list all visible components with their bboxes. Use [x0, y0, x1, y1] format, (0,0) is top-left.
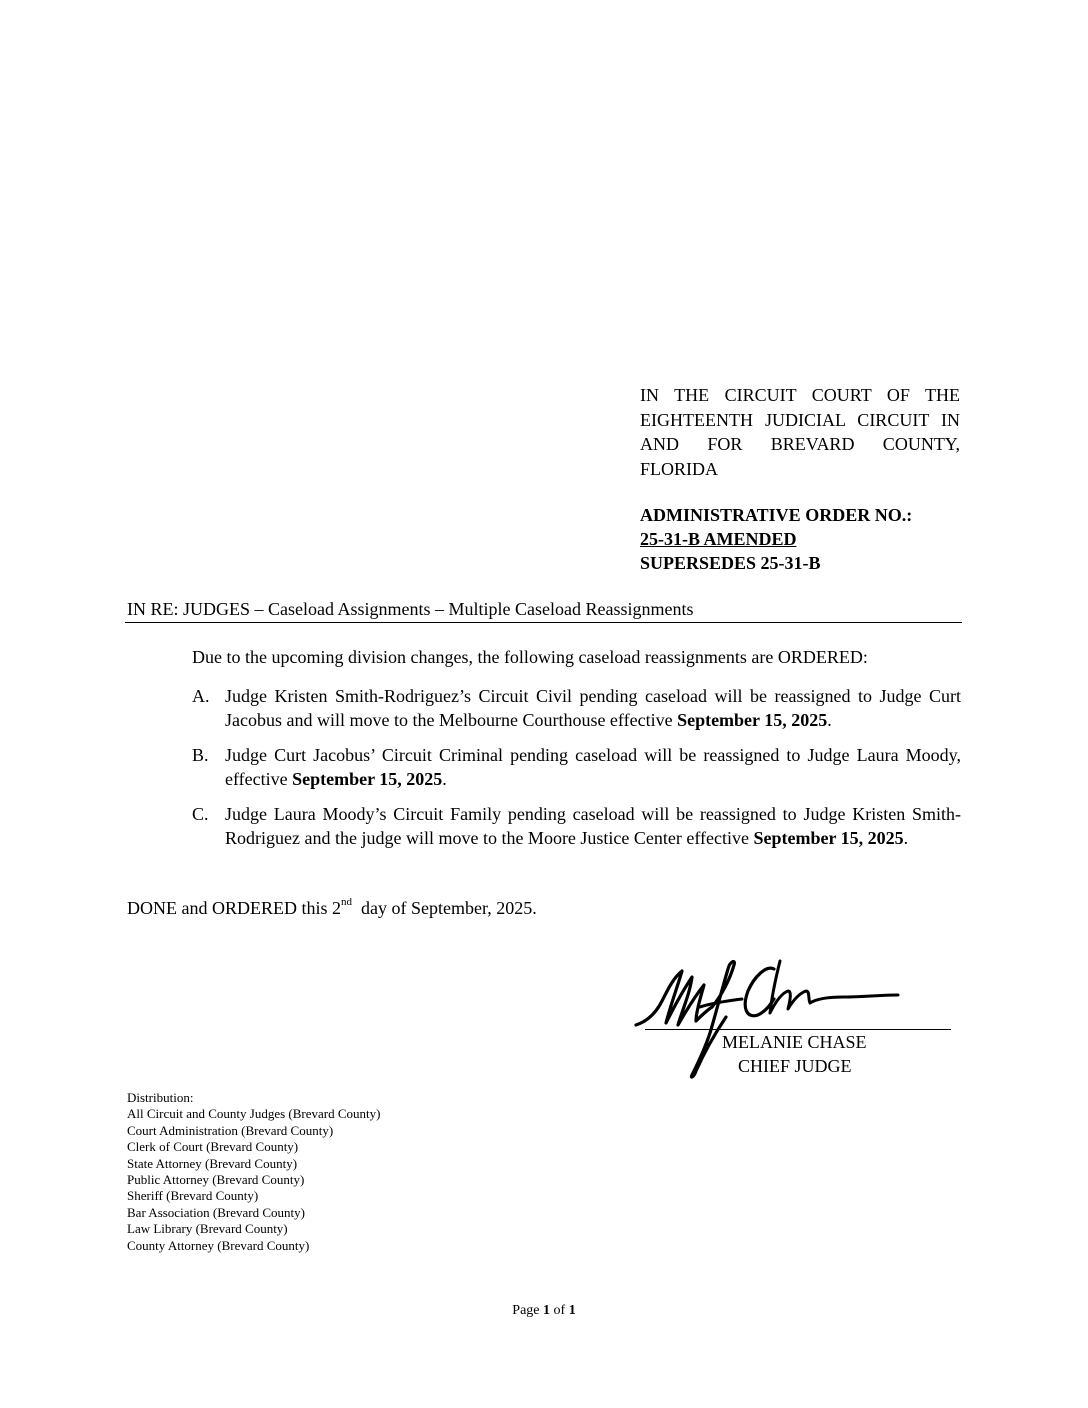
- item-date: September 15, 2025: [292, 769, 443, 789]
- distribution-recipient: Public Attorney (Brevard County): [127, 1172, 305, 1188]
- distribution-recipient: Law Library (Brevard County): [127, 1221, 288, 1237]
- order-item-c: [192, 802, 961, 850]
- distribution-recipient: Sheriff (Brevard County): [127, 1188, 259, 1204]
- item-date: September 15, 2025: [677, 710, 828, 730]
- order-item-a: [192, 684, 961, 732]
- divider: [125, 622, 962, 623]
- item-text: [225, 684, 961, 732]
- order-number-block: [640, 503, 970, 575]
- intro-paragraph: Due to the upcoming division changes, the following caseload reassignments are ORDERED:: [192, 647, 868, 667]
- done-ordinal: nd: [341, 896, 352, 908]
- item-body: Judge Kristen Smith-Rodriguez’s Circuit Civil pending caseload will be reassigned to Judge Curt Jacobus and will move to the Melbourne Courthouse effective: [225, 686, 961, 730]
- current-page: 1: [543, 1303, 551, 1318]
- item-text: [225, 802, 961, 850]
- signer-title: CHIEF JUDGE: [738, 1055, 852, 1076]
- caption-line: IN THE CIRCUIT COURT OF THE: [640, 385, 960, 405]
- item-end: .: [827, 710, 832, 730]
- signer-name: MELANIE CHASE: [722, 1032, 867, 1052]
- distribution-recipient: Court Administration (Brevard County): [127, 1122, 334, 1138]
- item-body: Judge Curt Jacobus’ Circuit Criminal pending caseload will be reassigned to Judge Laura Moody, effective: [225, 745, 961, 789]
- item-marker: C.: [192, 804, 209, 824]
- item-marker: A.: [192, 686, 210, 706]
- distribution-recipient: All Circuit and County Judges (Brevard County): [127, 1106, 381, 1122]
- signer-block: [722, 1031, 867, 1078]
- item-body: Judge Laura Moody’s Circuit Family pending caseload will be reassigned to Judge Kristen Smith-Rodriguez and the judge will move to the Moore Justice Center effective: [225, 804, 961, 848]
- court-caption: [640, 383, 960, 481]
- order-number-label: ADMINISTRATIVE ORDER NO.:: [640, 505, 913, 525]
- done-suffix: day of September, 2025.: [352, 898, 537, 918]
- caption-line: AND FOR BREVARD COUNTY,: [640, 434, 960, 454]
- distribution-recipient: County Attorney (Brevard County): [127, 1237, 310, 1253]
- item-text: [225, 743, 961, 791]
- page-word: Page: [512, 1303, 540, 1318]
- order-number: 25-31-B AMENDED: [640, 529, 797, 549]
- distribution-recipient: State Attorney (Brevard County): [127, 1155, 298, 1171]
- distribution-list: [127, 1090, 380, 1254]
- order-item-b: [192, 743, 961, 791]
- item-end: .: [442, 769, 447, 789]
- distribution-heading: Distribution:: [127, 1090, 194, 1105]
- total-pages: 1: [568, 1303, 576, 1318]
- of-word: of: [553, 1303, 566, 1318]
- item-end: .: [903, 828, 909, 848]
- page-number: [0, 1302, 1088, 1320]
- order-items: [192, 684, 961, 861]
- caption-line: FLORIDA: [640, 458, 719, 479]
- item-marker: B.: [192, 745, 209, 765]
- done-prefix: DONE and ORDERED this 2: [127, 898, 341, 918]
- distribution-recipient: Bar Association (Brevard County): [127, 1204, 305, 1220]
- caption-line: EIGHTEENTH JUDICIAL CIRCUIT IN: [640, 409, 960, 430]
- in-re-line: IN RE: JUDGES – Caseload Assignments – Multiple Caseload Reassignments: [127, 599, 694, 619]
- item-date: September 15, 2025: [753, 828, 904, 848]
- distribution-recipient: Clerk of Court (Brevard County): [127, 1139, 299, 1155]
- done-and-ordered: [127, 896, 537, 920]
- order-supersedes: SUPERSEDES 25-31-B: [640, 553, 821, 573]
